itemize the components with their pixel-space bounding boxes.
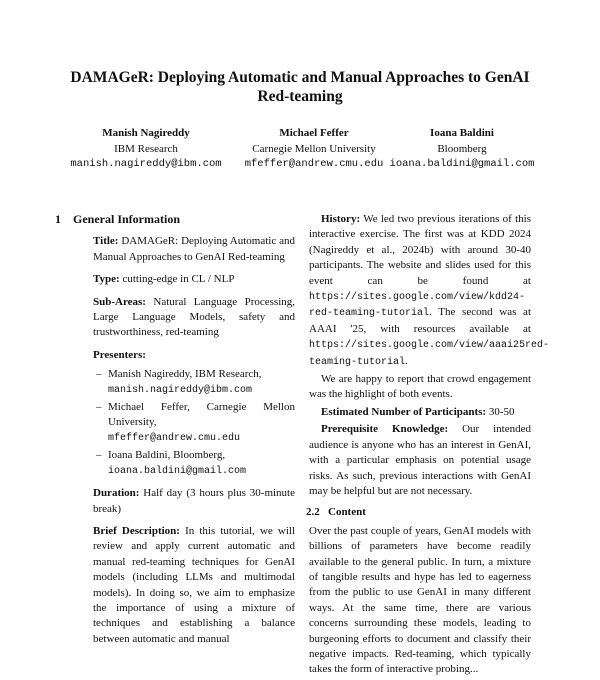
history-text-end: . xyxy=(405,354,408,367)
presenter-text: Michael Feffer, Carnegie Mellon University, xyxy=(108,401,295,429)
section-title: General Information xyxy=(73,212,180,226)
subsection-title: Content xyxy=(328,506,366,519)
duration-label: Duration: xyxy=(93,487,140,500)
left-column xyxy=(55,212,296,654)
section-number: 1 xyxy=(55,212,61,226)
author-affiliation: IBM Research xyxy=(114,142,178,155)
presenter-text: Manish Nagireddy, IBM Research, xyxy=(108,368,262,381)
presenters-field xyxy=(93,348,295,363)
author-affiliation: Carnegie Mellon University xyxy=(252,142,376,155)
subsection-heading xyxy=(306,505,531,520)
history-text-mid: . The second was at AAAI '25, with resources available at xyxy=(309,306,531,335)
type-field xyxy=(93,272,295,287)
dash-bullet-icon: – xyxy=(96,368,102,381)
subareas-value: Natural Language Processing, Large Language Models, safety and trustworthiness, red-teaming xyxy=(93,295,296,339)
duration-field xyxy=(93,486,295,517)
brief-description-label: Brief Description: xyxy=(93,524,180,537)
history-paragraph xyxy=(309,212,550,370)
author-3 xyxy=(362,126,562,173)
duration-value: Half day (3 hours plus 30-minute break) xyxy=(93,487,295,515)
presenter-email: manish.nagireddy@ibm.com xyxy=(108,384,253,396)
presenters-list xyxy=(93,367,295,479)
presenter-email: ioana.baldini@gmail.com xyxy=(108,465,247,477)
paper-title: DAMAGeR: Deploying Automatic and Manual Approaches to GenAI Red-teaming xyxy=(70,69,530,105)
type-label: Type: xyxy=(93,273,120,286)
dash-bullet-icon: – xyxy=(96,401,102,414)
history-text: We led two previous iterations of this interactive exercise. The first was at KDD 2024 (Nagireddy et al., 2024b) with around 30-40 participants. The website and slides used for this event can be found at xyxy=(309,213,531,287)
presenter-email: mfeffer@andrew.cmu.edu xyxy=(108,432,241,444)
prerequisite-label: Prerequisite Knowledge: xyxy=(321,423,449,436)
presenter-text: Ioana Baldini, Bloomberg, xyxy=(108,449,226,462)
subsection-number: 2.2 xyxy=(306,506,320,519)
content-paragraph: Over the past couple of years, GenAI models with billions of parameters have become readily available to the general public. In turn, a mixture of tangible results and hype has led to eagerness from the public to use GenAI in many different ways. At the same time, there are various concerns surrounding these models, leading to burgeoning efforts to document and classify their negative impacts. Red-teaming, which typically takes the form of interactive probing... xyxy=(309,524,531,676)
dash-bullet-icon: – xyxy=(96,449,102,462)
prerequisite-paragraph xyxy=(309,422,531,499)
author-1 xyxy=(56,126,236,173)
history-label: History: xyxy=(321,213,361,225)
presenters-label: Presenters: xyxy=(93,348,146,361)
prerequisite-value: Our intended audience is anyone who has an interest in GenAI, with a particular emphasis on potential usage risks. As such, previous interactions with GenAI may be helpful but are not necessary. xyxy=(309,423,531,497)
participants-value: 30-50 xyxy=(488,405,515,418)
crowd-paragraph: We are happy to report that crowd engagement was the highlight of both events. xyxy=(309,373,531,401)
brief-description-field xyxy=(93,524,295,647)
type-value: cutting-edge in CL / NLP xyxy=(122,273,235,286)
subareas-label: Sub-Areas: xyxy=(93,295,146,308)
right-column xyxy=(306,212,550,680)
participants-paragraph xyxy=(309,405,531,420)
author-email: mfeffer@andrew.cmu.edu xyxy=(244,158,384,170)
brief-description-value: In this tutorial, we will review and apply current automatic and manual red-teaming techniques for GenAI models (including LLMs and multimodal models). In doing so, we aim to emphasize the importance of using a mixture of techniques and establishing a balance between automatic and manual xyxy=(93,524,295,645)
author-email: ioana.baldini@gmail.com xyxy=(389,158,535,170)
title-value: DAMAGeR: Deploying Automatic and Manual Approaches to GenAI Red-teaming xyxy=(93,235,295,263)
author-name: Ioana Baldini xyxy=(430,127,494,139)
author-name: Manish Nagireddy xyxy=(102,127,190,139)
author-name: Michael Feffer xyxy=(279,127,349,139)
author-email: manish.nagireddy@ibm.com xyxy=(70,158,222,170)
list-item xyxy=(93,400,295,446)
list-item xyxy=(93,448,295,479)
history-url-kdd[interactable]: https://sites.google.com/view/kdd24-red-teaming-tutorial xyxy=(309,292,526,320)
title-field xyxy=(93,234,295,265)
author-affiliation: Bloomberg xyxy=(437,142,487,155)
title-label: Title: xyxy=(93,235,119,248)
participants-label: Estimated Number of Participants: xyxy=(321,405,487,418)
history-url-aaai[interactable]: https://sites.google.com/view/aaai25red-teaming-tutorial xyxy=(309,340,550,368)
section-heading xyxy=(55,212,295,227)
subareas-field xyxy=(93,295,295,341)
list-item xyxy=(93,367,295,398)
